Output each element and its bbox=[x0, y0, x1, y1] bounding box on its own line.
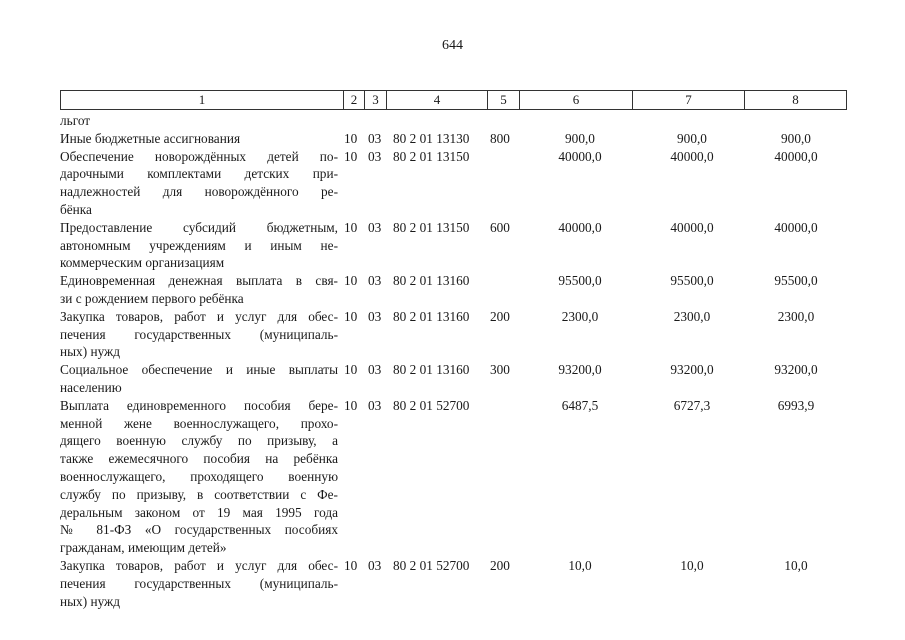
section-code: 10 bbox=[344, 557, 358, 573]
table-row bbox=[60, 308, 846, 361]
column-header-3: 3 bbox=[365, 91, 387, 110]
row-name-line: военнослужащего, проходящего военную bbox=[60, 468, 338, 484]
subsection-code: 03 bbox=[368, 308, 382, 324]
row-name-line: надлежностей для новорождённого ре- bbox=[60, 184, 338, 200]
subsection-code: 03 bbox=[368, 397, 382, 413]
amount-col-8: 900,0 bbox=[781, 130, 811, 146]
column-header-row bbox=[60, 90, 847, 110]
expense-type-code: 200 bbox=[490, 308, 510, 324]
row-name-line: Единовременная денежная выплата в свя- bbox=[60, 273, 338, 289]
table-row bbox=[60, 361, 846, 397]
subsection-code: 03 bbox=[368, 219, 382, 235]
amount-col-7: 40000,0 bbox=[670, 219, 714, 235]
target-article-code: 80 2 01 52700 bbox=[393, 397, 470, 413]
row-name bbox=[60, 148, 338, 219]
page-number: 644 bbox=[442, 38, 463, 53]
row-name bbox=[60, 219, 338, 272]
column-header-5: 5 bbox=[488, 91, 520, 110]
row-name-line: дарочными комплектами детских при- bbox=[60, 166, 338, 182]
row-name-line: Закупка товаров, работ и услуг для обес- bbox=[60, 308, 338, 324]
row-name bbox=[60, 308, 338, 361]
row-name-line: населению bbox=[60, 379, 122, 395]
amount-col-8: 10,0 bbox=[784, 557, 808, 573]
amount-col-6: 40000,0 bbox=[558, 219, 602, 235]
subsection-code: 03 bbox=[368, 148, 382, 164]
row-name-line: коммерческим организациям bbox=[60, 255, 225, 271]
row-name bbox=[60, 130, 338, 148]
target-article-code: 80 2 01 52700 bbox=[393, 557, 470, 573]
target-article-code: 80 2 01 13150 bbox=[393, 219, 470, 235]
row-name-line: бёнка bbox=[60, 201, 92, 217]
row-name bbox=[60, 397, 338, 557]
column-header-8: 8 bbox=[745, 91, 847, 110]
row-name bbox=[60, 557, 338, 610]
amount-col-8: 2300,0 bbox=[777, 308, 815, 324]
row-name-line: Иные бюджетные ассигнования bbox=[60, 130, 241, 146]
target-article-code: 80 2 01 13130 bbox=[393, 130, 470, 146]
table-row bbox=[60, 397, 846, 557]
row-name-line: печения государственных (муниципаль- bbox=[60, 575, 338, 591]
column-header-1: 1 bbox=[61, 91, 344, 110]
row-name-line: Выплата единовременного пособия бере- bbox=[60, 397, 338, 413]
row-name-line: ных) нужд bbox=[60, 593, 120, 609]
section-code: 10 bbox=[344, 362, 358, 378]
amount-col-7: 10,0 bbox=[680, 557, 704, 573]
row-name-line: Закупка товаров, работ и услуг для обес- bbox=[60, 557, 338, 573]
target-article-code: 80 2 01 13150 bbox=[393, 148, 470, 164]
column-header-4: 4 bbox=[387, 91, 488, 110]
target-article-code: 80 2 01 13160 bbox=[393, 308, 470, 324]
row-name-line: льгот bbox=[60, 113, 91, 128]
row-name bbox=[60, 361, 338, 397]
amount-col-6: 10,0 bbox=[568, 557, 592, 573]
section-code: 10 bbox=[344, 219, 358, 235]
section-code: 10 bbox=[344, 148, 358, 164]
target-article-code: 80 2 01 13160 bbox=[393, 273, 470, 289]
target-article-code: 80 2 01 13160 bbox=[393, 362, 470, 378]
amount-col-8: 95500,0 bbox=[774, 273, 818, 289]
section-code: 10 bbox=[344, 273, 358, 289]
row-name-line: Обеспечение новорождённых детей по- bbox=[60, 148, 338, 164]
expense-type-code: 600 bbox=[490, 219, 510, 235]
amount-col-6: 95500,0 bbox=[558, 273, 602, 289]
section-code: 10 bbox=[344, 397, 358, 413]
amount-col-6: 40000,0 bbox=[558, 148, 602, 164]
row-name bbox=[60, 112, 338, 130]
row-name-line: службу по призыву, в соответствии с Фе- bbox=[60, 486, 338, 502]
expense-type-code: 800 bbox=[490, 130, 510, 146]
expense-type-code: 200 bbox=[490, 557, 510, 573]
amount-col-7: 900,0 bbox=[677, 130, 707, 146]
amount-col-8: 40000,0 bbox=[774, 148, 818, 164]
table-row bbox=[60, 557, 846, 610]
row-name-line: также ежемесячного пособия на ребёнка bbox=[60, 451, 338, 467]
row-name-line: дящего военную службу по призыву, а bbox=[60, 433, 338, 449]
row-name-line: Социальное обеспечение и иные выплаты bbox=[60, 362, 338, 378]
amount-col-7: 93200,0 bbox=[670, 362, 714, 378]
row-name-line: № 81-ФЗ «О государственных пособиях bbox=[60, 522, 338, 538]
budget-table-body bbox=[60, 112, 846, 610]
amount-col-8: 40000,0 bbox=[774, 219, 818, 235]
table-row bbox=[60, 219, 846, 272]
subsection-code: 03 bbox=[368, 273, 382, 289]
amount-col-6: 2300,0 bbox=[561, 308, 599, 324]
amount-col-7: 40000,0 bbox=[670, 148, 714, 164]
row-name-line: автономным учреждениям и иным не- bbox=[60, 237, 338, 253]
column-header-2: 2 bbox=[344, 91, 365, 110]
amount-col-7: 6727,3 bbox=[673, 397, 711, 413]
section-code: 10 bbox=[344, 130, 358, 146]
row-name-line: ных) нужд bbox=[60, 344, 120, 360]
subsection-code: 03 bbox=[368, 362, 382, 378]
expense-type-code: 300 bbox=[490, 362, 510, 378]
row-name-line: печения государственных (муниципаль- bbox=[60, 326, 338, 342]
amount-col-6: 900,0 bbox=[565, 130, 595, 146]
row-name bbox=[60, 272, 338, 308]
table-row bbox=[60, 130, 846, 148]
amount-col-7: 2300,0 bbox=[673, 308, 711, 324]
amount-col-8: 6993,9 bbox=[777, 397, 815, 413]
row-name-line: деральным законом от 19 мая 1995 года bbox=[60, 504, 338, 520]
amount-col-8: 93200,0 bbox=[774, 362, 818, 378]
section-code: 10 bbox=[344, 308, 358, 324]
amount-col-6: 93200,0 bbox=[558, 362, 602, 378]
table-row bbox=[60, 112, 846, 130]
row-name-line: зи с рождением первого ребёнка bbox=[60, 290, 244, 306]
amount-col-7: 95500,0 bbox=[670, 273, 714, 289]
column-header-7: 7 bbox=[633, 91, 745, 110]
table-row bbox=[60, 272, 846, 308]
row-name-line: гражданам, имеющим детей» bbox=[60, 540, 227, 556]
subsection-code: 03 bbox=[368, 130, 382, 146]
table-row bbox=[60, 148, 846, 219]
subsection-code: 03 bbox=[368, 557, 382, 573]
amount-col-6: 6487,5 bbox=[561, 397, 599, 413]
row-name-line: Предоставление субсидий бюджетным, bbox=[60, 219, 338, 235]
column-header-6: 6 bbox=[520, 91, 633, 110]
row-name-line: менной жене военнослужащего, прохо- bbox=[60, 415, 338, 431]
